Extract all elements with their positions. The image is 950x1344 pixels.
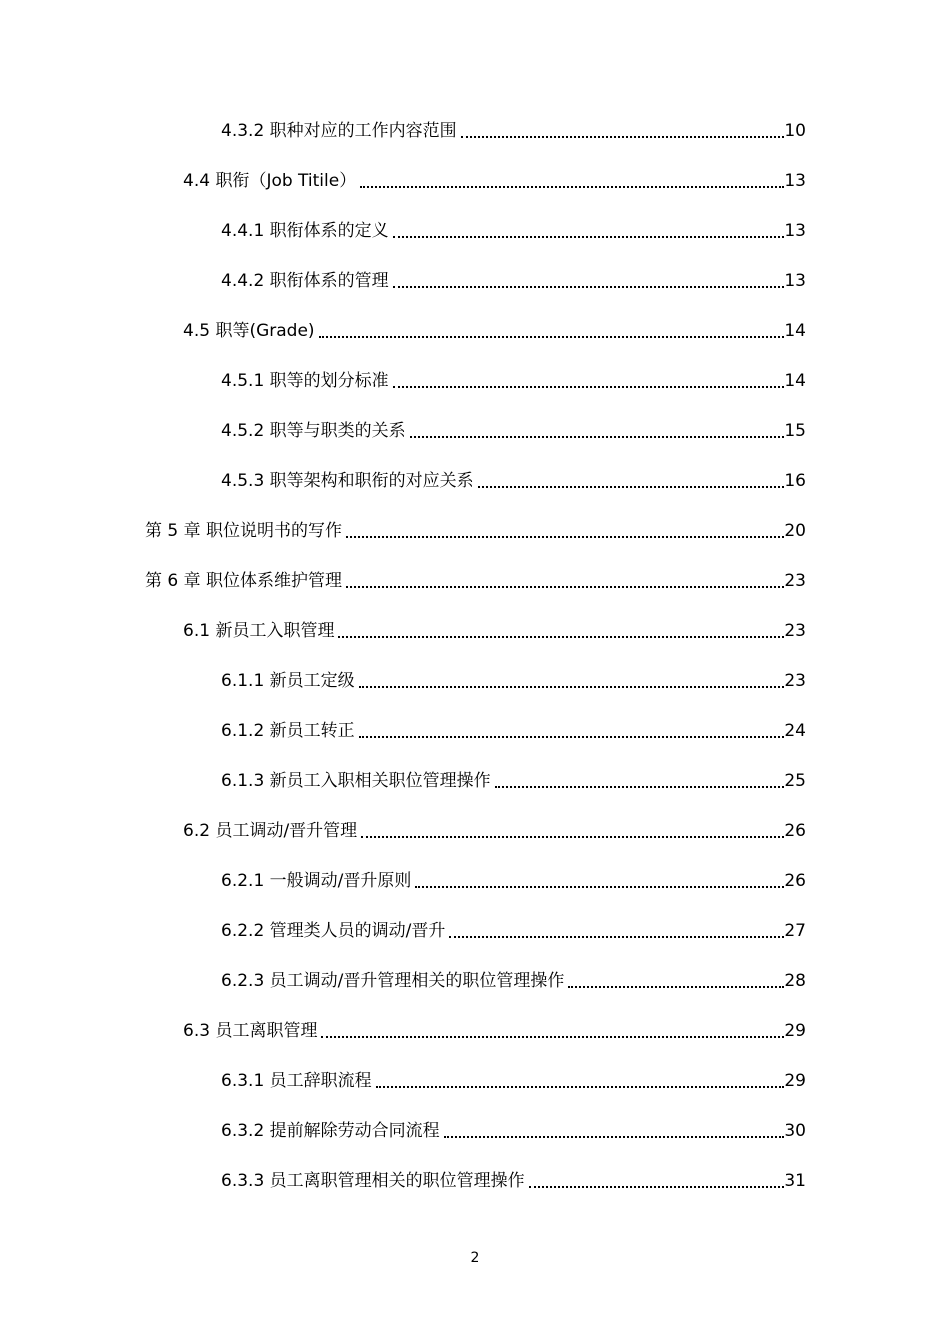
dot-leader [359, 667, 784, 695]
toc-entry-label: 第 5 章 职位说明书的写作 [145, 521, 343, 541]
dot-leader [346, 567, 784, 595]
toc-entry-page: 28 [784, 971, 806, 991]
toc-entry-label: 4.4 职衔（Job Titile） [183, 171, 357, 191]
toc-entry-page: 20 [784, 521, 806, 541]
toc-entry-6-3[interactable] [0, 1017, 950, 1067]
toc-entry-label: 4.5 职等(Grade) [183, 321, 315, 341]
toc-entry-page: 13 [784, 171, 806, 191]
toc-entry-6-1-2[interactable] [0, 717, 950, 767]
dot-leader [359, 717, 784, 745]
toc-entry-label: 6.3.2 提前解除劳动合同流程 [221, 1121, 440, 1141]
toc-entry-label: 4.5.2 职等与职类的关系 [221, 421, 406, 441]
dot-leader [415, 867, 784, 895]
toc-entry-label: 4.4.1 职衔体系的定义 [221, 221, 389, 241]
dot-leader [393, 217, 784, 245]
toc-entry-label: 4.5.1 职等的划分标准 [221, 371, 389, 391]
toc-entry-4-4-2[interactable] [0, 267, 950, 317]
toc-entry-page: 13 [784, 221, 806, 241]
toc-entry-chapter-6[interactable] [0, 567, 950, 617]
toc-entry-label: 6.2.2 管理类人员的调动/晋升 [221, 921, 446, 941]
toc-entry-label: 4.3.2 职种对应的工作内容范围 [221, 121, 457, 141]
toc-entry-4-4-1[interactable] [0, 217, 950, 267]
toc-entry-4-5[interactable] [0, 317, 950, 367]
toc-entry-page: 14 [784, 321, 806, 341]
toc-entry-page: 16 [784, 471, 806, 491]
toc-entry-6-2-1[interactable] [0, 867, 950, 917]
toc-entry-label: 6.3.3 员工离职管理相关的职位管理操作 [221, 1171, 525, 1191]
toc-entry-page: 13 [784, 271, 806, 291]
toc-entry-label: 4.5.3 职等架构和职衔的对应关系 [221, 471, 474, 491]
toc-entry-page: 26 [784, 871, 806, 891]
toc-entry-6-1-3[interactable] [0, 767, 950, 817]
toc-entry-4-4[interactable] [0, 167, 950, 217]
dot-leader [393, 367, 784, 395]
toc-entry-4-5-1[interactable] [0, 367, 950, 417]
toc-entry-4-5-2[interactable] [0, 417, 950, 467]
toc-entry-label: 6.1.3 新员工入职相关职位管理操作 [221, 771, 491, 791]
toc-entry-label: 6.1.1 新员工定级 [221, 671, 355, 691]
dot-leader [376, 1067, 784, 1095]
toc-entry-label: 4.4.2 职衔体系的管理 [221, 271, 389, 291]
page-number: 2 [470, 1250, 480, 1266]
dot-leader [361, 817, 784, 845]
toc-entry-page: 23 [784, 571, 806, 591]
toc-entry-page: 10 [784, 121, 806, 141]
dot-leader [393, 267, 784, 295]
toc-entry-page: 15 [784, 421, 806, 441]
dot-leader [338, 617, 784, 645]
toc-entry-6-3-3[interactable] [0, 1167, 950, 1217]
toc-entry-page: 30 [784, 1121, 806, 1141]
toc-entry-6-2[interactable] [0, 817, 950, 867]
table-of-contents [0, 117, 950, 1217]
toc-entry-6-1-1[interactable] [0, 667, 950, 717]
toc-entry-label: 6.2.3 员工调动/晋升管理相关的职位管理操作 [221, 971, 565, 991]
dot-leader [319, 317, 784, 345]
dot-leader [461, 117, 784, 145]
dot-leader [346, 517, 784, 545]
toc-entry-4-3-2[interactable] [0, 117, 950, 167]
toc-entry-page: 14 [784, 371, 806, 391]
toc-entry-label: 6.3 员工离职管理 [183, 1021, 318, 1041]
dot-leader [529, 1167, 784, 1195]
toc-entry-page: 27 [784, 921, 806, 941]
toc-entry-6-2-2[interactable] [0, 917, 950, 967]
toc-entry-page: 23 [784, 621, 806, 641]
dot-leader [449, 917, 784, 945]
toc-entry-label: 6.2.1 一般调动/晋升原则 [221, 871, 412, 891]
dot-leader [444, 1117, 784, 1145]
toc-entry-6-2-3[interactable] [0, 967, 950, 1017]
toc-entry-label: 6.2 员工调动/晋升管理 [183, 821, 358, 841]
dot-leader [410, 417, 784, 445]
dot-leader [495, 767, 784, 795]
dot-leader [321, 1017, 784, 1045]
toc-entry-page: 29 [784, 1071, 806, 1091]
toc-entry-label: 第 6 章 职位体系维护管理 [145, 571, 343, 591]
toc-entry-chapter-5[interactable] [0, 517, 950, 567]
toc-entry-page: 23 [784, 671, 806, 691]
toc-entry-6-3-2[interactable] [0, 1117, 950, 1167]
toc-entry-page: 26 [784, 821, 806, 841]
toc-entry-label: 6.3.1 员工辞职流程 [221, 1071, 372, 1091]
toc-entry-6-1[interactable] [0, 617, 950, 667]
toc-entry-page: 31 [784, 1171, 806, 1191]
toc-entry-page: 29 [784, 1021, 806, 1041]
toc-entry-4-5-3[interactable] [0, 467, 950, 517]
toc-entry-6-3-1[interactable] [0, 1067, 950, 1117]
dot-leader [568, 967, 784, 995]
toc-entry-label: 6.1 新员工入职管理 [183, 621, 335, 641]
toc-entry-page: 25 [784, 771, 806, 791]
toc-entry-label: 6.1.2 新员工转正 [221, 721, 355, 741]
dot-leader [360, 167, 784, 195]
toc-entry-page: 24 [784, 721, 806, 741]
dot-leader [478, 467, 784, 495]
